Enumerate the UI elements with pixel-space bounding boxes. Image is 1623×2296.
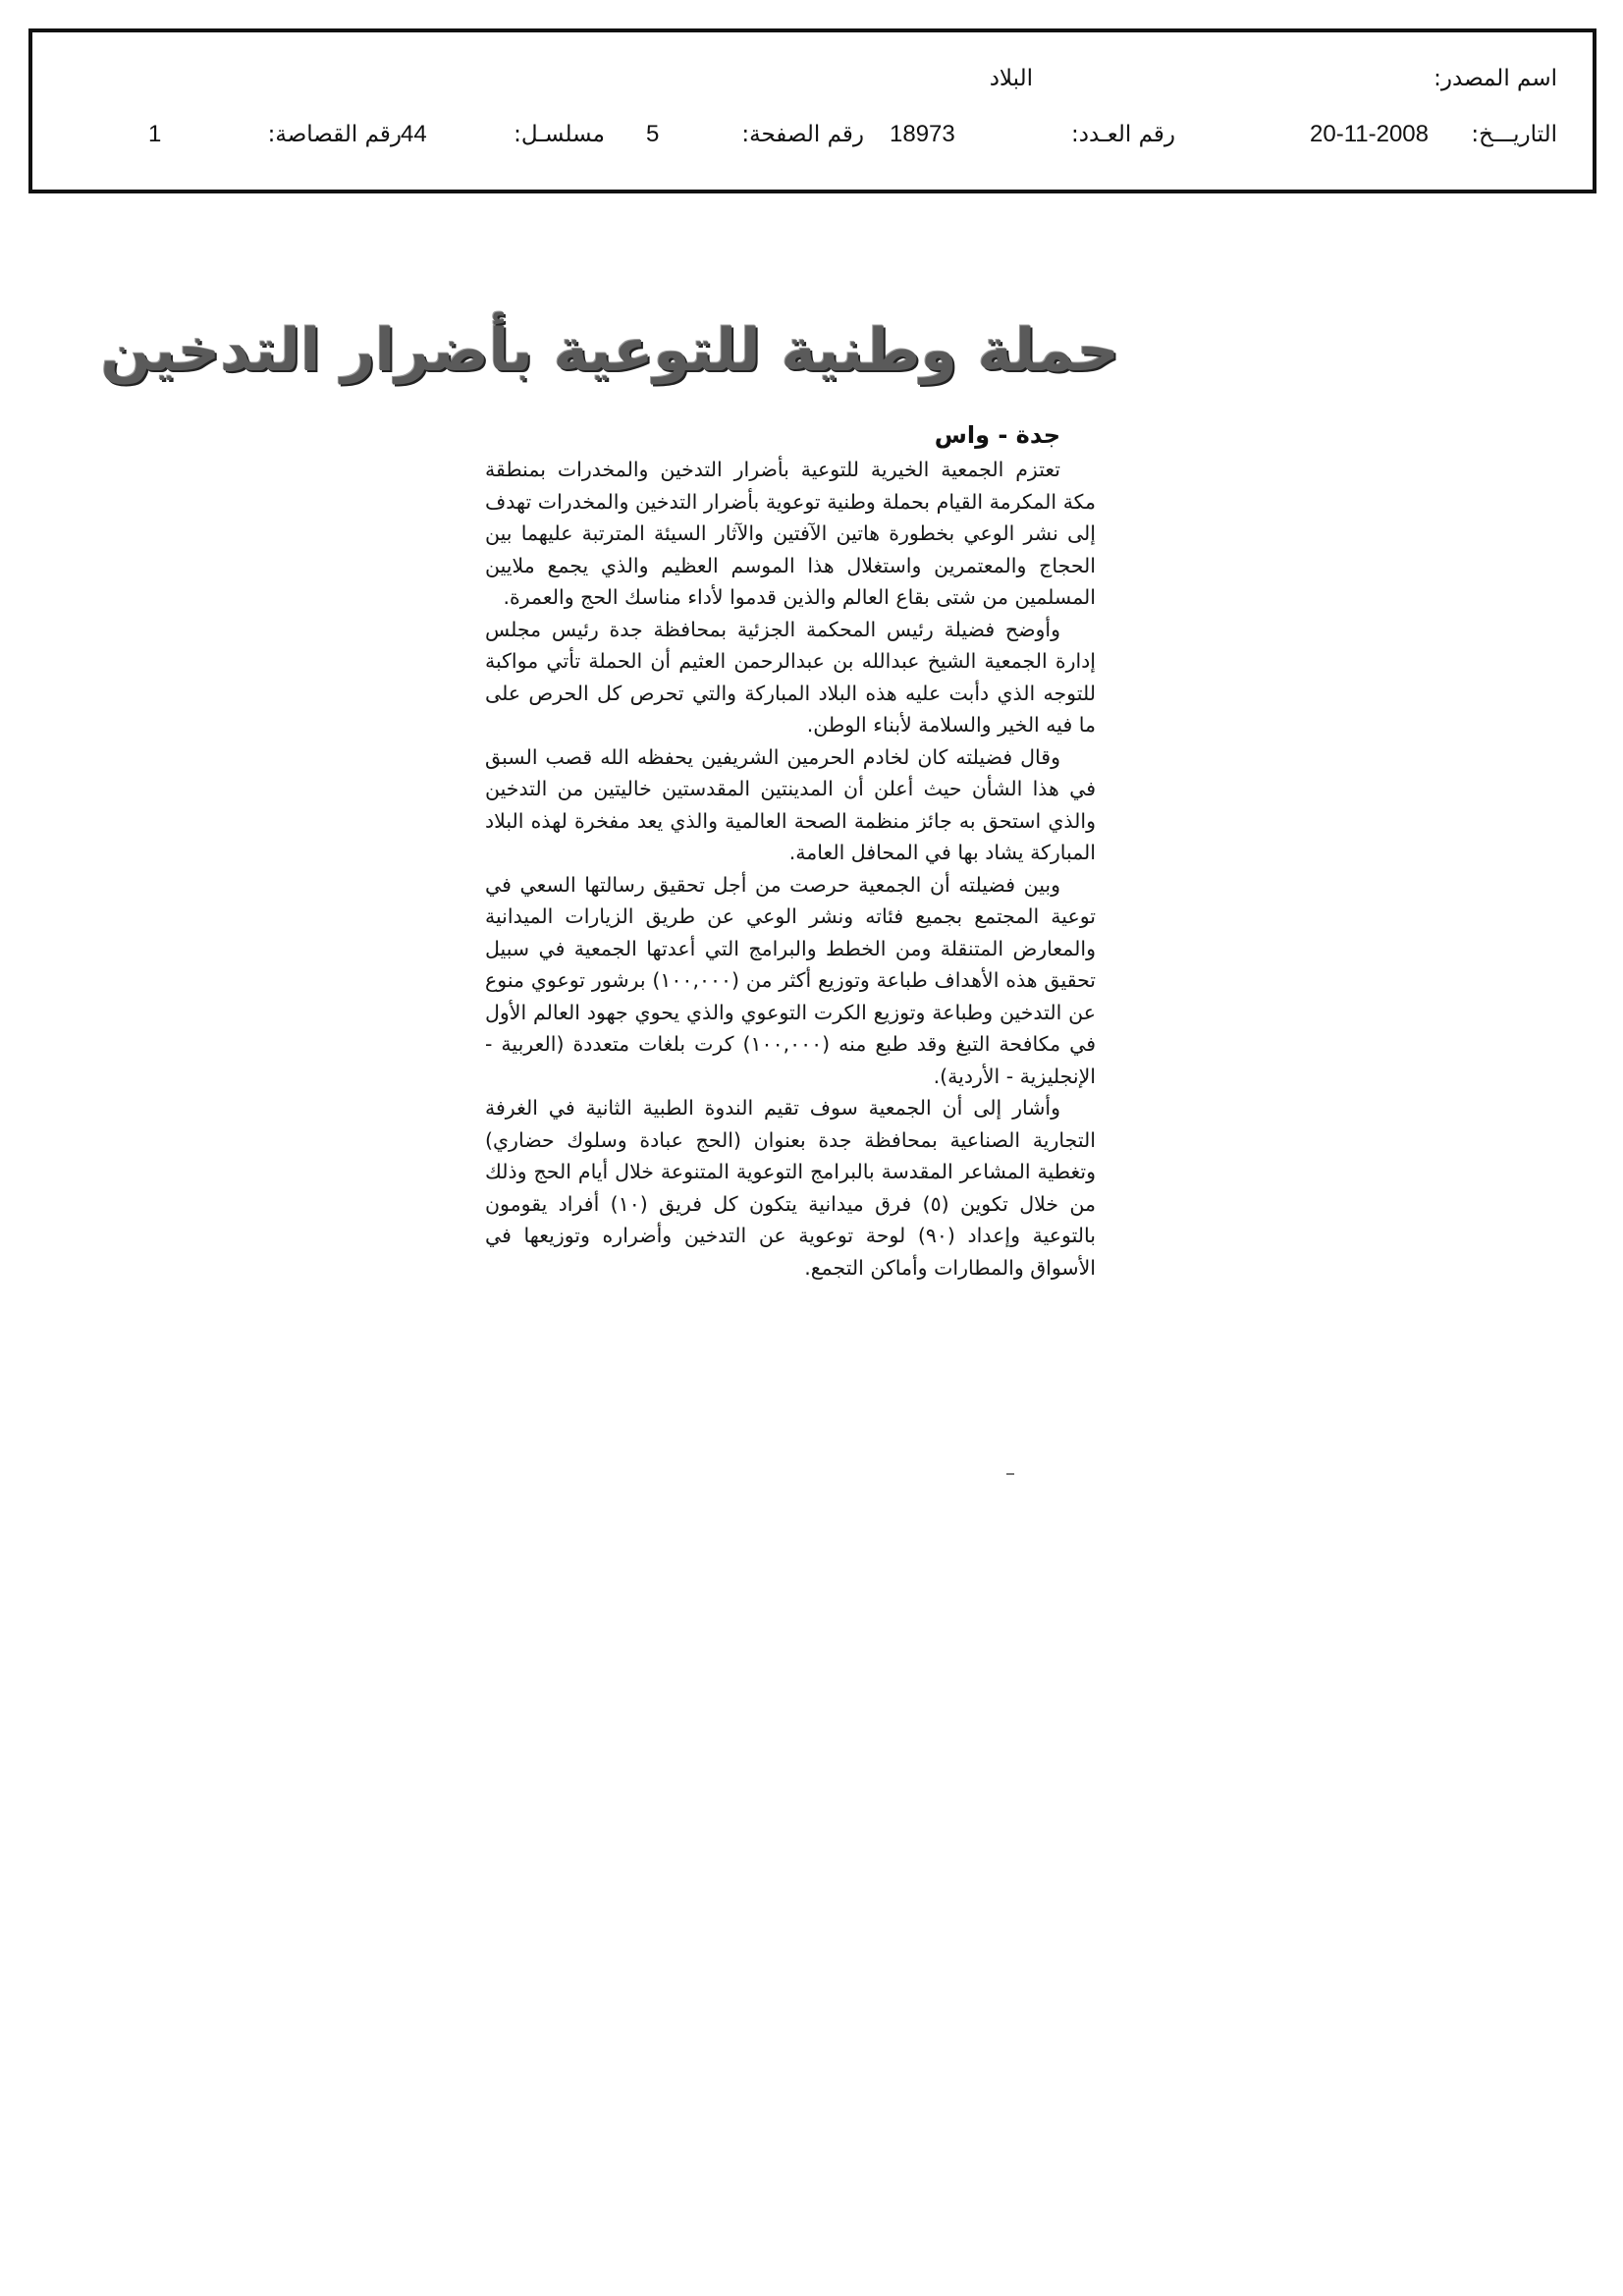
- date-label: التاريـــخ:: [1471, 122, 1557, 147]
- article-paragraph: وقال فضيلته كان لخادم الحرمين الشريفين يحفظه الله قصب السبق في هذا الشأن حيث أعلن أن المدينتين المقدستين خاليتين من التدخين والذي استحق به جائز منظمة الصحة العالمية والذي يعد مفخرة لهذه البلاد المباركة يشاد بها في المحافل العامة.: [485, 744, 1096, 864]
- clipping-header-box: [28, 28, 1596, 193]
- article-body: [485, 454, 1096, 1284]
- issue-value: 18973: [890, 121, 955, 147]
- article-paragraph: وبين فضيلته أن الجمعية حرصت من أجل تحقيق رسالتها السعي في توعية المجتمع بجميع فئاته ونشر الوعي عن طريق الزيارات الميدانية والمعارض المتنقلة ومن الخطط والبرامج التي أعدتها الجمعية في سبيل تحقيق هذه الأهداف طباعة وتوزيع أكثر من (١٠٠,٠٠٠) برشور توعوي منوع عن التدخين وطباعة وتوزيع الكرت التوعوي والذي يحوي جهود العالم الأول في مكافحة التبغ وقد طبع منه (١٠٠,٠٠٠) كرت بلغات متعددة (العربية - الإنجليزية - الأردية).: [485, 872, 1097, 1088]
- page-value: 5: [646, 121, 660, 147]
- article-paragraph: وأوضح فضيلة رئيس المحكمة الجزئية بمحافظة جدة رئيس مجلس إدارة الجمعية الشيخ عبدالله بن عبدالرحمن العثيم أن الحملة تأتي مواكبة للتوجه الذي دأبت عليه هذه البلاد المباركة والتي تحرص كل الحرص على ما فيه الخير والسلامة لأبناء الوطن.: [485, 617, 1096, 737]
- scan-speck: [1006, 1473, 1014, 1475]
- issue-label: رقم العـدد:: [1070, 122, 1175, 147]
- clipping-label: رقم القصاصة:: [267, 122, 402, 147]
- article-paragraph: وأشار إلى أن الجمعية سوف تقيم الندوة الطبية الثانية في الغرفة التجارية الصناعية بمحافظة جدة بعنوان (الحج عبادة وسلوك حضاري) وتغطية المشاعر المقدسة بالبرامج التوعوية المتنوعة خلال أيام الحج وذلك من خلال تكوين (٥) فرق ميدانية يتكون كل فريق (١٠) أفراد يقومون بالتوعية وإعداد (٩٠) لوحة توعوية عن التدخين وأضراره وتوزيعها في الأسواق والمطارات وأماكن التجمع.: [485, 1096, 1097, 1280]
- article-paragraph: تعتزم الجمعية الخيرية للتوعية بأضرار التدخين والمخدرات بمنطقة مكة المكرمة القيام بحملة وطنية توعوية بأضرار التدخين والمخدرات تهدف إلى نشر الوعي بخطورة هاتين الآفتين والآثار السيئة المترتبة عليهما بين الحجاج والمعتمرين واستغلال هذا الموسم العظيم والذي يجمع ملايين المسلمين من شتى بقاع العالم والذين قدموا لأداء مناسك الحج والعمرة.: [485, 458, 1096, 609]
- serial-value: 44: [401, 121, 427, 147]
- date-value: 20-11-2008: [1310, 121, 1429, 147]
- clipping-value: 1: [148, 121, 162, 147]
- source-value: البلاد: [989, 66, 1033, 91]
- page-label: رقم الصفحة:: [741, 122, 864, 147]
- serial-label: مسلسـل:: [514, 122, 605, 147]
- article-dateline: جدة - واس: [934, 421, 1060, 449]
- source-label: اسم المصدر:: [1434, 66, 1557, 91]
- article-headline: حملة وطنية للتوعية بأضرار التدخين: [100, 316, 1119, 385]
